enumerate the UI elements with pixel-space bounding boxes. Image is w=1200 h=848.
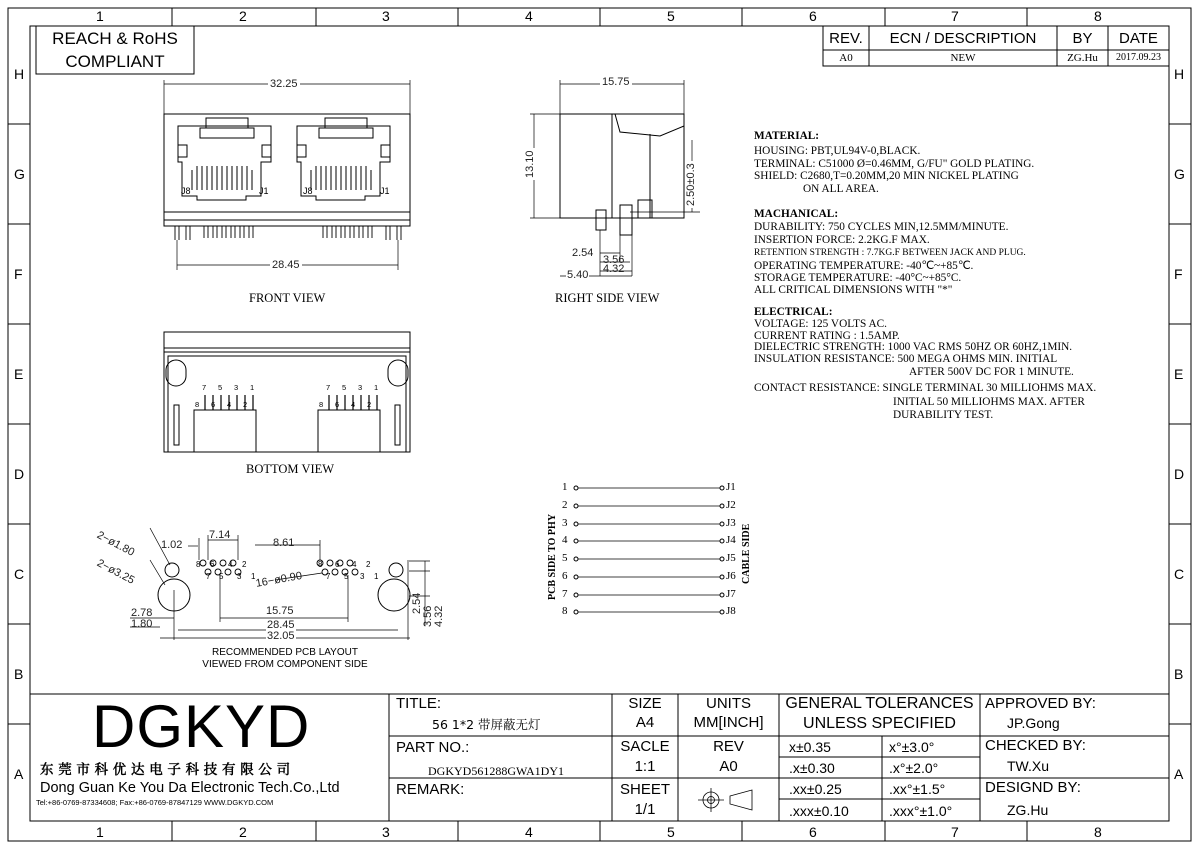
dim-front-pin-span: 28.45 [272,259,300,271]
dim-pcb-15-75: 15.75 [266,605,294,617]
dim-pcb-8-61: 8.61 [273,537,295,549]
pcb-left-pin-2: 2 [242,560,247,569]
schematic-jack-j4: J4 [726,534,736,546]
designed-label: DESIGND BY: [985,779,1081,796]
tolerance-angular-1: .x°±2.0° [889,760,939,776]
front-view-contacts [192,166,371,190]
grid-row-a-right: A [1174,766,1184,782]
approved-value: JP.Gong [1007,715,1060,731]
pcb-layout-label-2: VIEWED FROM COMPONENT SIDE [202,659,368,670]
mechanical-line-6: ALL CRITICAL DIMENSIONS WITH "*" [754,284,953,296]
tolerance-linear-0: x±0.35 [789,739,831,755]
schematic-jack-j2: J2 [726,499,736,511]
bottom-right-pin-6: 6 [335,400,340,409]
projection-symbol [698,788,752,812]
dim-side-height: 13.10 [524,150,536,178]
bottom-view-drawing [164,332,410,452]
grid-col-6-bottom: 6 [809,824,817,840]
grid-col-3-top: 3 [382,8,390,24]
material-line-1: HOUSING: PBT,UL94V-0,BLACK. [754,145,921,157]
tolerance-angular-3: .xxx°±1.0° [889,803,953,819]
part-no-label: PART NO.: [396,739,470,756]
schematic-jack-j5: J5 [726,552,736,564]
bottom-right-pin-8: 8 [319,400,324,409]
grid-row-e-right: E [1174,366,1184,382]
grid-row-c-left: C [14,566,25,582]
right-side-view-label: RIGHT SIDE VIEW [555,291,660,305]
schematic-jack-j6: J6 [726,570,736,582]
dim-side-shield: 2.50±0.3 [685,163,697,206]
pcb-right-pin-5: 5 [344,572,349,581]
units-value: MM[INCH] [693,714,764,731]
pcb-left-pin-4: 4 [228,560,233,569]
company-logo: DGKYD [92,693,311,760]
mechanical-heading: MACHANICAL: [754,208,839,220]
title-label: TITLE: [396,695,442,712]
ecn-value: NEW [950,52,976,64]
grid-row-a-left: A [14,766,24,782]
electrical-line-1: VOLTAGE: 125 VOLTS AC. [754,318,888,330]
dim-pcb-3-56: 3.56 [422,605,434,627]
bottom-right-pin-7: 7 [326,383,331,392]
by-header: BY [1072,30,1093,47]
mechanical-line-2: INSERTION FORCE: 2.2KG.F MAX. [754,234,930,246]
front-view-drawing [164,80,410,270]
mechanical-line-3: RETENTION STRENGTH : 7.7KG.F BETWEEN JACK AND PLUG. [754,248,1026,258]
dim-pcb-hole-small: 2−ø1.80 [94,529,137,559]
dim-pcb-32-05: 32.05 [267,630,295,642]
tolerance-linear-2: .xx±0.25 [789,781,842,797]
bottom-left-pin-3: 3 [234,383,239,392]
electrical-line-4: INSULATION RESISTANCE: 500 MEGA OHMS MIN. INITIAL [754,353,1058,365]
tolerance-heading-1: GENERAL TOLERANCES [785,695,974,712]
schematic-pin-5: 5 [562,552,568,564]
grid-col-8-top: 8 [1094,8,1102,24]
compliance-line-2: COMPLIANT [65,52,165,71]
bottom-right-pin-4: 4 [351,400,356,409]
electrical-line-7: INITIAL 50 MILLIOHMS MAX. AFTER [893,396,1085,408]
dim-side-2-54: 2.54 [572,247,594,259]
date-header: DATE [1119,30,1158,47]
dim-pcb-28-45: 28.45 [267,619,295,631]
schematic-jack-j8: J8 [726,605,736,617]
bottom-left-pin-8: 8 [195,400,200,409]
dim-front-width: 32.25 [270,78,298,90]
schematic-pin-1: 1 [562,481,568,493]
dim-pcb-hole-large: 2−ø3.25 [94,557,137,587]
date-value: 2017.09.23 [1116,52,1161,63]
jack-right-j8: J8 [303,186,313,196]
pcb-left-pin-8: 8 [196,560,201,569]
schematic-jack-j1: J1 [726,481,736,493]
by-value: ZG.Hu [1067,52,1098,64]
schematic-pin-8: 8 [562,605,568,617]
pcb-right-pin-7: 7 [326,572,331,581]
grid-col-2-bottom: 2 [239,824,247,840]
pcb-left-pin-3: 3 [237,572,242,581]
schematic-pin-7: 7 [562,588,568,600]
grid-row-d-right: D [1174,466,1185,482]
company-name-en: Dong Guan Ke You Da Electronic Tech.Co.,Ltd [40,780,340,796]
grid-row-h-right: H [1174,66,1185,82]
front-view-label: FRONT VIEW [249,291,326,305]
dim-pcb-2-78: 2.78 [131,607,153,619]
pcb-right-pin-1: 1 [374,572,379,581]
material-heading: MATERIAL: [754,130,820,142]
pcb-right-pin-2: 2 [366,560,371,569]
schematic-pin-3: 3 [562,517,568,529]
checked-label: CHECKED BY: [985,737,1086,754]
grid-col-2-top: 2 [239,8,247,24]
grid-row-e-left: E [14,366,24,382]
grid-row-g-right: G [1174,166,1185,182]
bottom-right-pin-3: 3 [358,383,363,392]
electrical-heading: ELECTRICAL: [754,306,833,318]
pcb-left-pin-5: 5 [219,572,224,581]
rev-header: REV. [829,30,863,47]
grid-col-8-bottom: 8 [1094,824,1102,840]
company-contact: Tel:+86-0769-87334608; Fax:+86-0769-87847129 WWW.DGKYD.COM [36,798,274,807]
grid-col-5-bottom: 5 [667,824,675,840]
scale-value: 1:1 [634,758,656,775]
pcb-right-pin-4: 4 [352,560,357,569]
size-label: SIZE [628,695,662,712]
units-label: UNITS [706,695,751,712]
schematic-jack-j3: J3 [726,517,736,529]
grid-row-b-left: B [14,666,24,682]
grid-col-1-bottom: 1 [96,824,104,840]
bottom-right-pin-2: 2 [367,400,372,409]
mechanical-line-5: STORAGE TEMPERATURE: -40°C~+85°C. [754,272,962,284]
schematic-pin-4: 4 [562,534,568,546]
remark-label: REMARK: [396,781,465,798]
grid-row-g-left: G [14,166,25,182]
company-name-cn: 东 莞 市 科 优 达 电 子 科 技 有 限 公 司 [40,762,291,778]
bottom-left-pin-6: 6 [211,400,216,409]
bottom-left-pin-2: 2 [243,400,248,409]
pcb-left-pin-6: 6 [210,560,215,569]
ecn-header: ECN / DESCRIPTION [889,30,1037,47]
dim-side-4-32: 4.32 [603,263,625,275]
bottom-left-pin-7: 7 [202,383,207,392]
rev-label: REV [713,738,744,755]
grid-col-1-top: 1 [96,8,104,24]
pcb-right-pin-3: 3 [360,572,365,581]
electrical-line-2: CURRENT RATING : 1.5AMP. [754,330,900,342]
grid-row-h-left: H [14,66,25,82]
schematic-left-label: PCB SIDE TO PHY [547,513,558,600]
rev-value-title: A0 [719,758,738,775]
schematic-right-label: CABLE SIDE [741,523,752,584]
pcb-layout-label-1: RECOMMENDED PCB LAYOUT [212,647,358,658]
grid-row-c-right: C [1174,566,1185,582]
grid-row-d-left: D [14,466,25,482]
grid-col-3-bottom: 3 [382,824,390,840]
mechanical-line-1: DURABILITY: 750 CYCLES MIN,12.5MM/MINUTE. [754,221,1009,233]
grid-row-b-right: B [1174,666,1184,682]
tolerance-heading-2: UNLESS SPECIFIED [803,715,956,732]
bottom-left-pin-5: 5 [218,383,223,392]
right-side-view-drawing [530,80,700,276]
grid-row-f-left: F [14,266,23,282]
grid-col-4-bottom: 4 [525,824,533,840]
grid-col-7-bottom: 7 [951,824,959,840]
designed-value: ZG.Hu [1007,802,1049,818]
scale-label: SACLE [620,738,670,755]
pcb-right-pin-6: 6 [335,560,340,569]
checked-value: TW.Xu [1007,758,1050,774]
electrical-line-8: DURABILITY TEST. [893,409,994,421]
dim-side-3-56: 3.56 [603,254,625,266]
title-value: 56 1*2 带屏蔽无灯 [432,717,541,732]
material-line-2: TERMINAL: C51000 Ø=0.46MM, G/FU" GOLD PLATING. [754,157,1035,170]
dim-side-depth: 15.75 [602,76,630,88]
dim-side-5-40: 5.40 [567,269,589,281]
row-ticks [8,124,1191,724]
mechanical-line-4: OPERATING TEMPERATURE: -40℃~+85℃. [754,260,974,272]
jack-right-j1: J1 [380,186,390,196]
grid-col-7-top: 7 [951,8,959,24]
part-no-value: DGKYD561288GWA1DY1 [428,764,564,778]
grid-row-f-right: F [1174,266,1183,282]
tolerance-angular-0: x°±3.0° [889,739,935,755]
pcb-left-pin-7: 7 [206,572,211,581]
grid-col-4-top: 4 [525,8,533,24]
material-line-3: SHIELD: C2680,T=0.20MM,20 MIN NICKEL PLATING [754,170,1019,182]
bottom-right-pin-1: 1 [374,383,379,392]
dim-pcb-1-80: 1.80 [131,618,153,630]
grid-col-6-top: 6 [809,8,817,24]
dim-pcb-4-32: 4.32 [433,605,445,627]
sheet-label: SHEET [619,781,670,798]
dim-pcb-1-02: 1.02 [161,539,183,551]
bottom-view-label: BOTTOM VIEW [246,462,335,476]
dim-pcb-pin-holes: 16−ø0.90 [254,569,303,590]
grid-col-5-top: 5 [667,8,675,24]
material-line-4: ON ALL AREA. [803,183,879,195]
electrical-line-5: AFTER 500V DC FOR 1 MINUTE. [909,366,1074,378]
pcb-right-pin-8: 8 [318,560,323,569]
jack-left-j8: J8 [181,186,191,196]
compliance-line-1: REACH & RoHS [52,29,178,48]
bottom-right-pin-5: 5 [342,383,347,392]
schematic-wires [578,488,720,612]
tolerance-angular-2: .xx°±1.5° [889,781,946,797]
bottom-left-pin-1: 1 [250,383,255,392]
dim-pcb-2-54: 2.54 [411,592,423,614]
electrical-line-3: DIELECTRIC STRENGTH: 1000 VAC RMS 50HZ OR 60HZ,1MIN. [754,341,1073,353]
tolerance-linear-3: .xxx±0.10 [789,803,849,819]
jack-left-j1: J1 [259,186,269,196]
schematic-jack-j7: J7 [726,588,736,600]
tolerance-linear-1: .x±0.30 [789,760,835,776]
electrical-line-6: CONTACT RESISTANCE: SINGLE TERMINAL 30 MILLIOHMS MAX. [754,382,1097,394]
size-value: A4 [635,714,655,731]
bottom-left-pin-4: 4 [227,400,232,409]
dim-pcb-7-14: 7.14 [209,529,231,541]
sheet-value: 1/1 [634,801,656,818]
schematic-pin-2: 2 [562,499,568,511]
schematic-pin-6: 6 [562,570,568,582]
approved-label: APPROVED BY: [985,695,1096,712]
rev-value: A0 [839,52,853,64]
pcb-left-pin-1: 1 [251,572,256,581]
